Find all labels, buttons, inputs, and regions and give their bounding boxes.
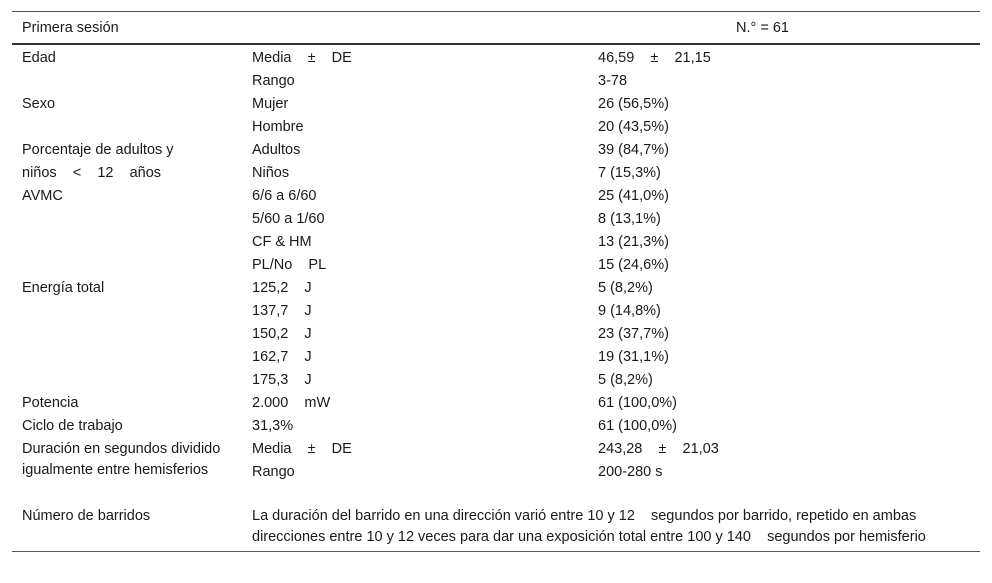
row-category-sweeps: Número de barridos [12, 505, 242, 552]
row-category: Energía total [22, 280, 105, 296]
row-subcategory: 31,3% [252, 418, 294, 434]
row-value: 39 (84,7%) [598, 142, 669, 158]
sweeps-description: La duración del barrido en una dirección varió entre 10 y 12 segundos por barrido, repetido en ambas direcciones entre 10 y 12 veces para dar una exposición total entre 100 y 140 segundos por hemisferio [242, 505, 980, 552]
row-subcategory: 137,7 J [252, 303, 312, 319]
row-subcategory: 175,3 J [252, 372, 312, 388]
row-subcategory: Rango [252, 73, 295, 89]
table-row [12, 208, 980, 231]
row-category [12, 346, 242, 369]
row-category: niños < 12 años [22, 165, 162, 181]
row-subcategory: 2.000 mW [252, 395, 331, 411]
table-row [12, 415, 980, 438]
table-row [12, 505, 980, 552]
row-value: 19 (31,1%) [598, 349, 669, 365]
row-category [12, 116, 242, 139]
row-value: 20 (43,5%) [598, 119, 669, 135]
row-category: Porcentaje de adultos y [22, 142, 174, 158]
row-subcategory: 6/6 a 6/60 [252, 188, 317, 204]
row-category [12, 369, 242, 392]
table-row [12, 277, 980, 300]
row-subcategory: Media ± DE [252, 50, 352, 66]
row-value: 26 (56,5%) [598, 96, 669, 112]
table-row [12, 162, 980, 185]
row-category [12, 208, 242, 231]
table-row [12, 254, 980, 277]
row-subcategory: Adultos [252, 142, 301, 158]
row-category: AVMC [22, 188, 63, 204]
row-value: 7 (15,3%) [598, 165, 661, 181]
table-row [12, 392, 980, 415]
table-row [12, 116, 980, 139]
table-row [12, 44, 980, 70]
table-row [12, 369, 980, 392]
row-category-duration: Duración en segundos dividido igualmente entre hemisferios [22, 441, 221, 478]
table-row [12, 231, 980, 254]
row-category [12, 254, 242, 277]
row-subcategory: 150,2 J [252, 326, 312, 342]
row-subcategory: PL/No PL [252, 257, 327, 273]
row-subcategory: 162,7 J [252, 349, 312, 365]
row-value: 3-78 [598, 73, 628, 89]
table-row [12, 93, 980, 116]
row-subcategory: Rango [252, 464, 295, 480]
row-value: 15 (24,6%) [598, 257, 669, 273]
row-subcategory: 125,2 J [252, 280, 312, 296]
table-row [12, 70, 980, 93]
row-category: Edad [22, 50, 56, 66]
row-subcategory: Niños [252, 165, 290, 181]
row-value: 25 (41,0%) [598, 188, 669, 204]
table-row [12, 139, 980, 162]
row-subcategory: Hombre [252, 119, 304, 135]
patient-data-table [12, 11, 980, 552]
row-value: 61 (100,0%) [598, 418, 677, 434]
row-value: 23 (37,7%) [598, 326, 669, 342]
header-empty [242, 12, 588, 45]
row-category [12, 70, 242, 93]
table-row [12, 346, 980, 369]
table-row [12, 323, 980, 346]
row-subcategory: 5/60 a 1/60 [252, 211, 325, 227]
table-header-row [12, 12, 980, 45]
row-category: Sexo [22, 96, 56, 112]
table-row [12, 300, 980, 323]
header-n-count: N.° = 61 [588, 12, 980, 45]
row-category: Ciclo de trabajo [22, 418, 123, 434]
row-value: 9 (14,8%) [598, 303, 661, 319]
row-category [12, 231, 242, 254]
header-session: Primera sesión [12, 12, 242, 45]
row-category [12, 300, 242, 323]
table-row [12, 438, 980, 461]
row-category [12, 323, 242, 346]
row-value: 243,28 ± 21,03 [598, 441, 719, 457]
row-value: 200-280 s [598, 464, 663, 480]
row-value: 5 (8,2%) [598, 280, 653, 296]
row-value: 46,59 ± 21,15 [598, 50, 711, 66]
row-subcategory: Mujer [252, 96, 289, 112]
table-row [12, 185, 980, 208]
row-value: 61 (100,0%) [598, 395, 677, 411]
row-subcategory: Media ± DE [252, 441, 352, 457]
row-subcategory: CF & HM [252, 234, 312, 250]
row-category: Potencia [22, 395, 79, 411]
row-value: 8 (13,1%) [598, 211, 661, 227]
row-value: 13 (21,3%) [598, 234, 669, 250]
row-value: 5 (8,2%) [598, 372, 653, 388]
